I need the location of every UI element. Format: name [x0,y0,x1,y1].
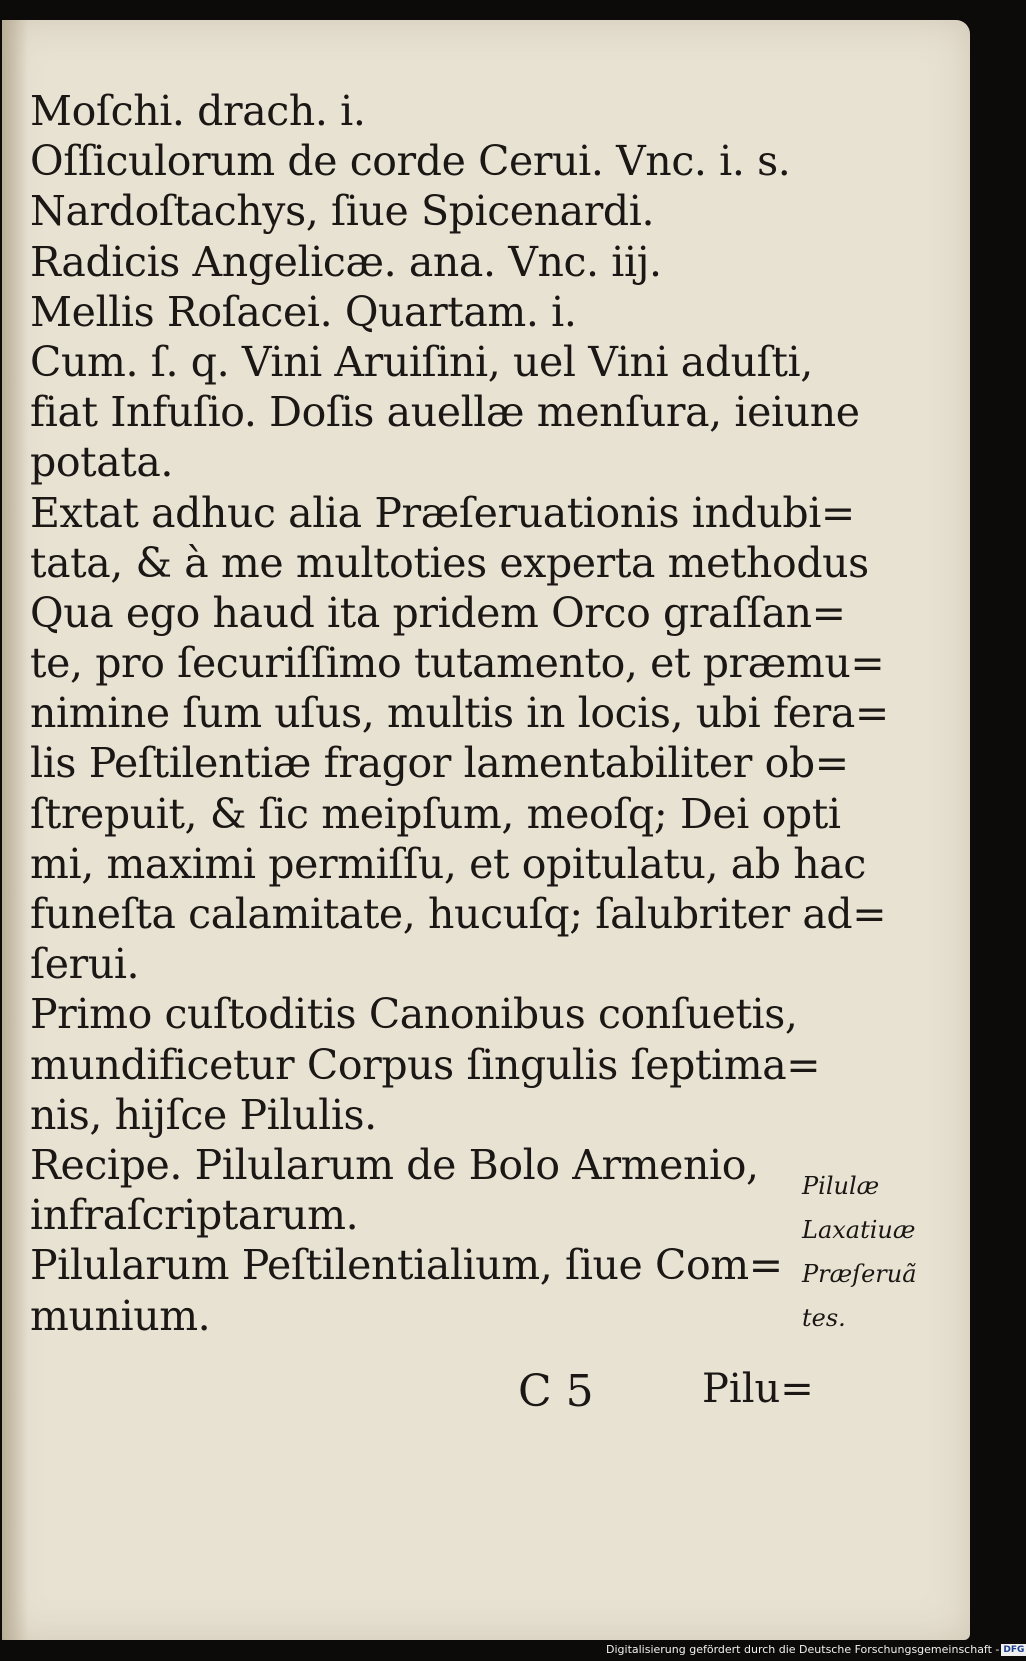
text-line: fiat Infuſio. Doſis auellæ menſura, ieiune [30,388,860,437]
page-gutter [2,20,28,1640]
text-line: Moſchi. drach. i. [30,87,366,135]
marginal-note-line: Pilulæ [802,1172,880,1200]
signature-mark: C 5 [518,1366,594,1417]
catchword: Pilu= [702,1366,814,1412]
text-line: Mellis Roſacei. Quartam. i. [30,287,577,336]
marginal-note-line: Præſeruã [802,1260,917,1288]
text-line: lis Peſtilentiæ fragor lamentabiliter ob= [30,739,849,788]
text-line: nimine ſum uſus, multis in locis, ubi fera= [30,689,889,738]
text-line: Pilularum Peſtilentialium, ſiue Com= [30,1241,783,1290]
text-line: te, pro ſecuriſſimo tutamento, et præmu= [30,639,885,688]
text-line: potata. [30,438,174,487]
book-page [2,20,970,1640]
dfg-logo: DFG [1003,1645,1025,1655]
marginal-note-line: tes. [802,1304,846,1332]
text-line: Radicis Angelicæ. ana. Vnc. iij. [30,237,662,286]
text-line: munium. [30,1291,211,1340]
text-line: nis, hijſce Pilulis. [30,1090,377,1139]
text-line: mundificetur Corpus ſingulis ſeptima= [30,1040,821,1089]
text-line: Nardoſtachys, ſiue Spicenardi. [30,187,655,236]
digitization-credit [606,1642,1026,1658]
text-line: Primo cuſtoditis Canonibus conſuetis, [30,990,798,1039]
text-line: tata, & à me multoties experta methodus [30,538,869,587]
text-line: mi, maximi permiſſu, et opitulatu, ab hac [30,839,866,888]
text-line: Qua ego haud ita pridem Orco graſſan= [30,588,846,637]
marginal-note-line: Laxatiuæ [802,1216,916,1244]
text-line: infraſcriptarum. [30,1191,359,1240]
text-line: ſerui. [30,940,140,989]
text-line: Oſſiculorum de corde Cerui. Vnc. i. s. [30,137,791,186]
text-line: funeſta calamitate, hucuſq; ſalubriter ad= [30,890,887,938]
text-line: Cum. ſ. q. Vini Aruiſini, uel Vini aduſti, [30,337,813,386]
credit-text: Digitalisierung gefördert durch die Deutsche Forschungsgemeinschaft - [606,1643,1000,1656]
text-line: Extat adhuc alia Præſeruationis indubi= [30,488,855,537]
text-line: Recipe. Pilularum de Bolo Armenio, [30,1140,759,1189]
marginal-note [802,1164,962,1340]
text-line: ſtrepuit, & ſic meipſum, meoſq; Dei opti [30,789,841,838]
